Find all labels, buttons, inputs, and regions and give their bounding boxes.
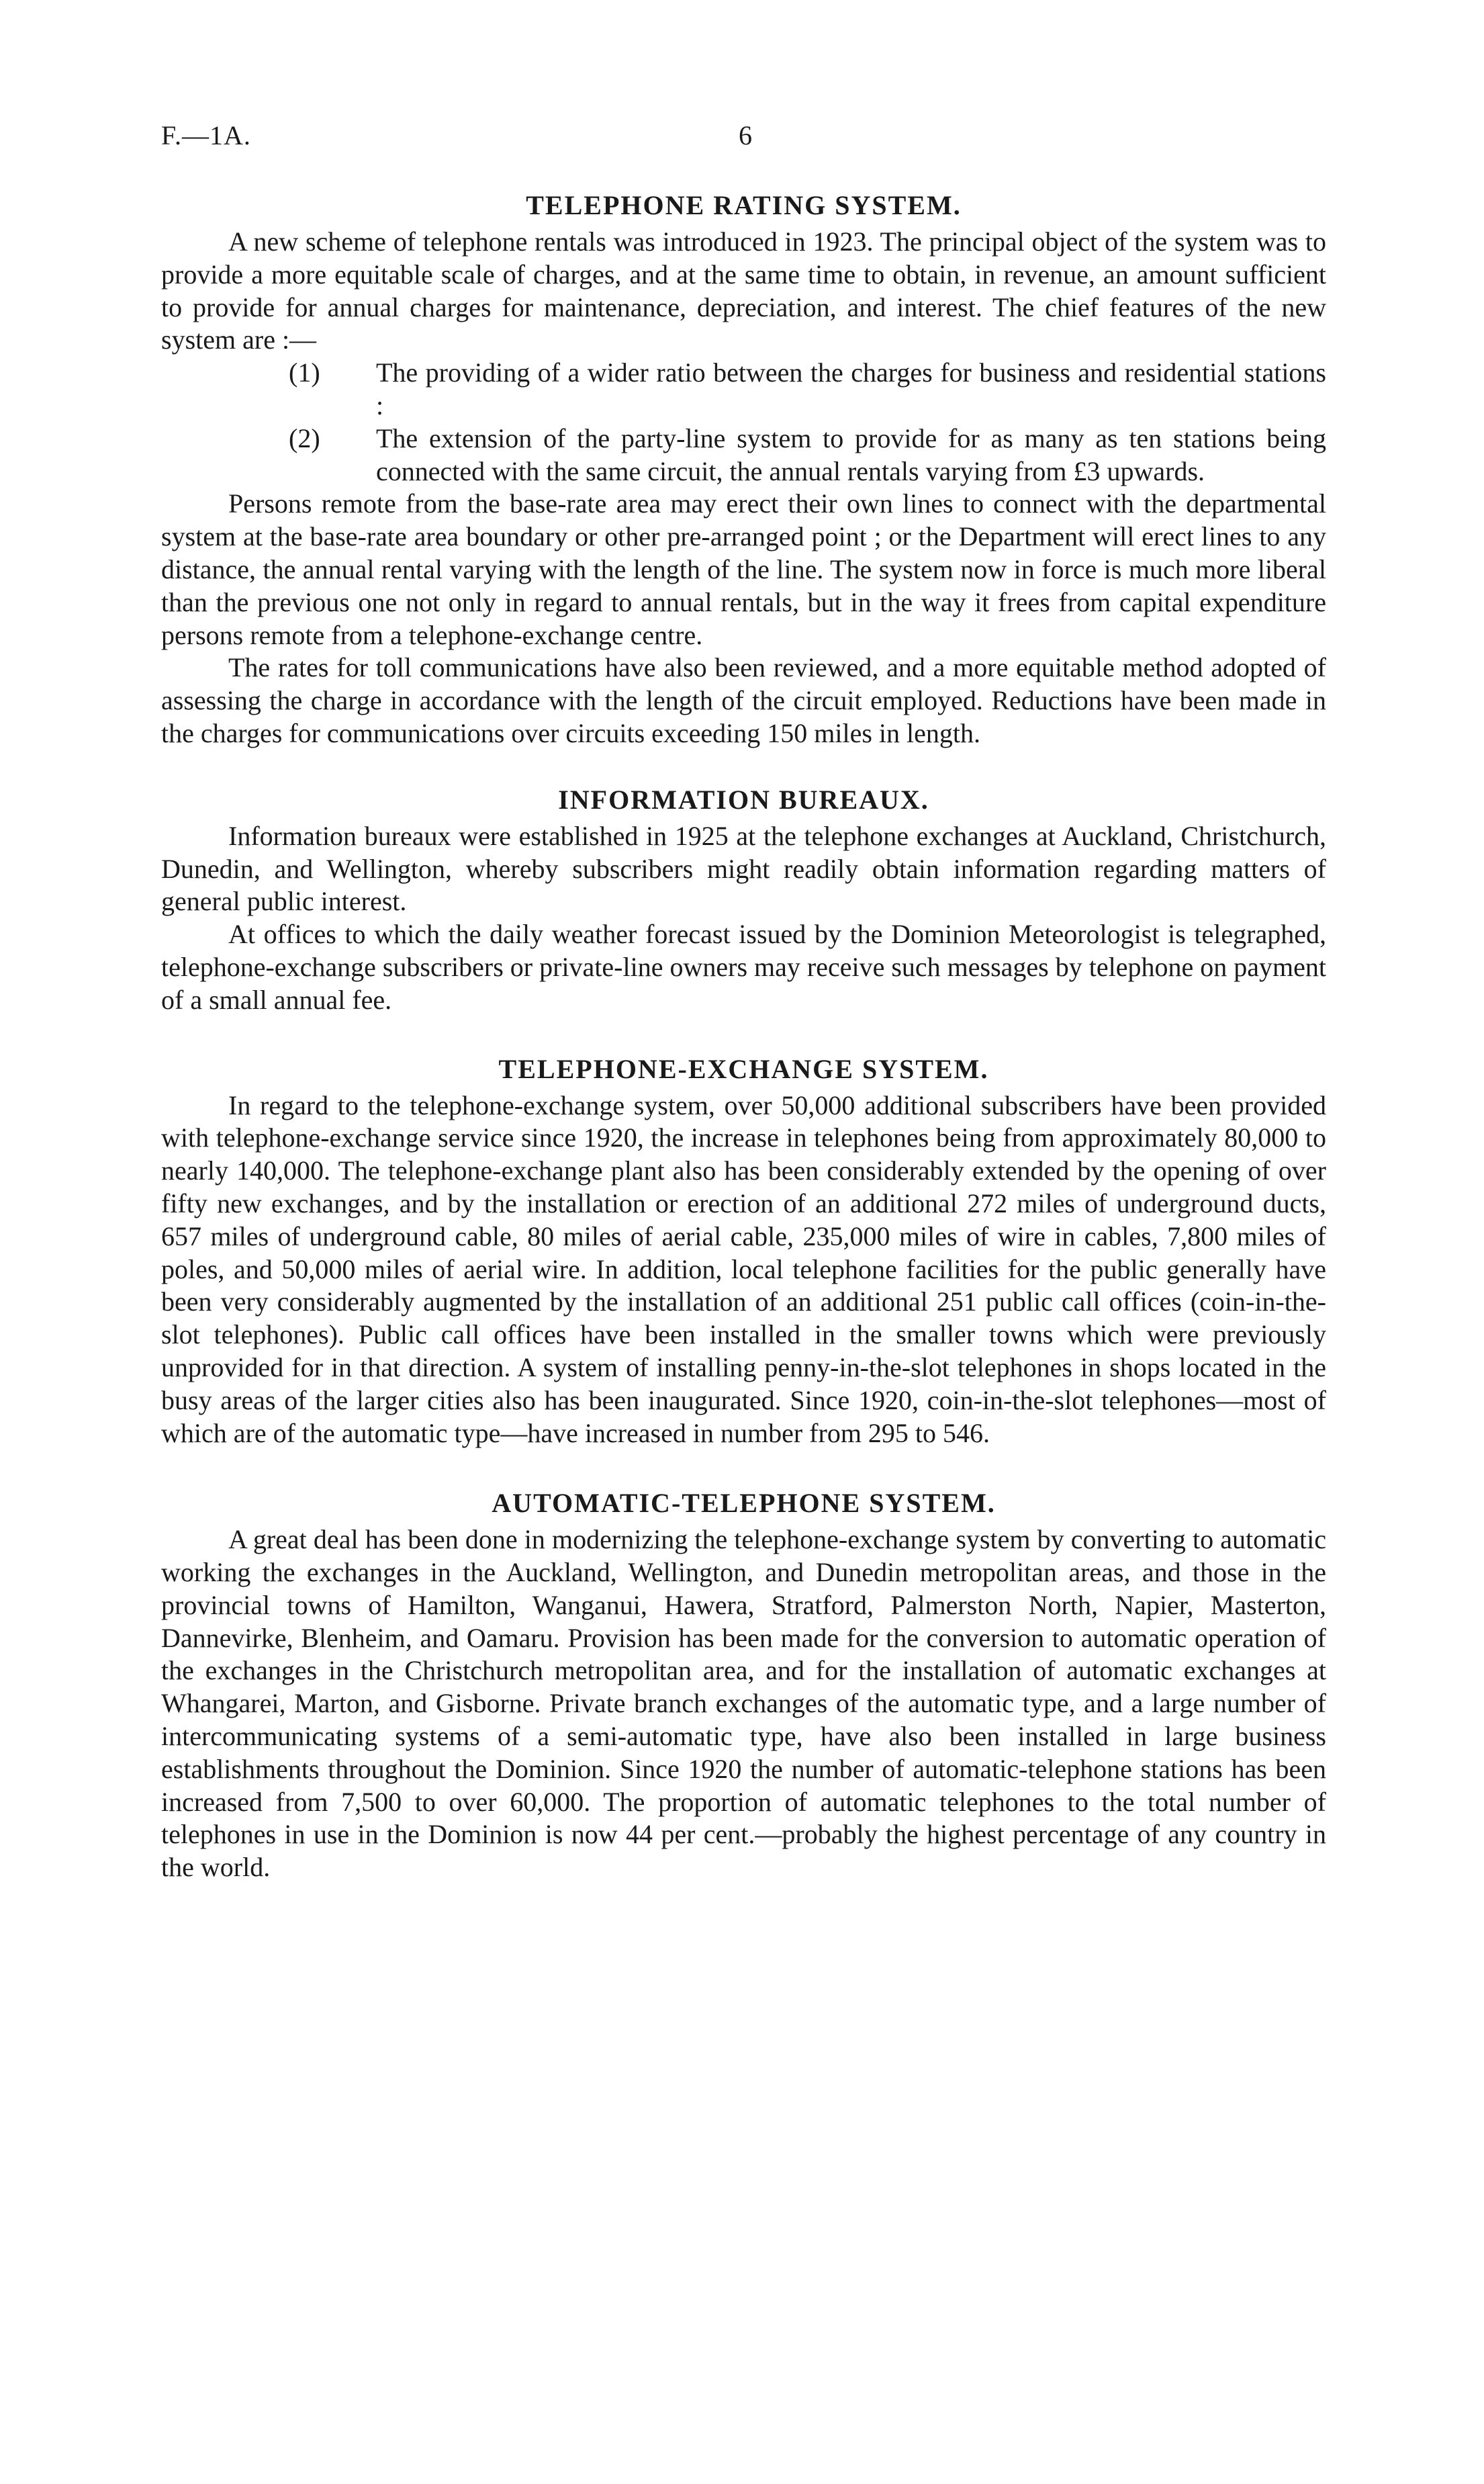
- section-automatic-telephone: [161, 1487, 1326, 1884]
- section-title-telephone-rating: TELEPHONE RATING SYSTEM.: [526, 190, 962, 220]
- paragraph-automatic-system: A great deal has been done in modernizing the telephone-exchange system by converting to automatic working the exchanges in the Auckland, Wellington, and Dunedin metropolitan areas, and those in the provincial towns of Hamilton, Wanganui, Hawera, Stratford, Palmerston North, Napier, Masterton, Dannevirke, Blenheim, and Oamaru. Provision has been made for the conversion to automatic operation of the exchanges in the Christchurch metropolitan area, and for the installation of automatic exchanges at Whangarei, Marton, and Gisborne. Private branch exchanges of the automatic type, and a large number of intercommunicating systems of a semi-automatic type, have also been installed in large business establishments throughout the Dominion. Since 1920 the number of automatic-telephone stations has been increased from 7,500 to over 60,000. The proportion of automatic telephones to the total number of telephones in use in the Dominion is now 44 per cent.—probably the highest percentage of any country in the world.: [161, 1524, 1326, 1883]
- list-item-number: (2): [289, 423, 320, 453]
- list-item-1: [289, 357, 1326, 423]
- page-number: 6: [739, 120, 752, 150]
- section-title-information-bureaux: INFORMATION BUREAUX.: [558, 784, 929, 815]
- document-reference: F.—1A.: [161, 120, 251, 150]
- paragraph-weather-forecast: At offices to which the daily weather forecast issued by the Dominion Meteorologist is telegraphed, telephone-exchange subscribers or private-line owners may receive such messages by telephone on payment of a small annual fee.: [161, 919, 1326, 1015]
- paragraph-exchange-system: In regard to the telephone-exchange system, over 50,000 additional subscribers have been provided with telephone-exchange service since 1920, the increase in telephones being from approximately 80,000 to nearly 140,000. The telephone-exchange plant also has been considerably extended by the opening of over fifty new exchanges, and by the installation or erection of an additional 272 miles of underground ducts, 657 miles of underground cable, 80 miles of aerial cable, 235,000 miles of wire in cables, 7,800 miles of poles, and 50,000 miles of aerial wire. In addition, local telephone facilities for the public generally have been very considerably augmented by the installation of an additional 251 public call offices (coin-in-the-slot telephones). Public call offices have been installed in the smaller towns which were previously unprovided for in that direction. A system of installing penny-in-the-slot telephones in shops located in the busy areas of the larger cities also has been inaugurated. Since 1920, coin-in-the-slot telephones—most of which are of the automatic type—have increased in number from 295 to 546.: [161, 1090, 1326, 1448]
- paragraph-bureaux-established: Information bureaux were established in 1925 at the telephone exchanges at Auckland, Christchurch, Dunedin, and Wellington, whereby subscribers might readily obtain information regarding matters of general public interest.: [161, 820, 1326, 917]
- list-item-2: [289, 423, 1326, 488]
- list-item-text: The providing of a wider ratio between the charges for business and residential stations :: [376, 357, 1326, 420]
- page-header: [161, 120, 1326, 160]
- paragraph-remote-persons: Persons remote from the base-rate area may erect their own lines to connect with the departmental system at the base-rate area boundary or other pre-arranged point ; or the Department will erect lines to any distance, the annual rental varying with the length of the line. The system now in force is much more liberal than the previous one not only in regard to annual rentals, but in the way it frees from capital expenditure persons remote from a telephone-exchange centre.: [161, 488, 1326, 650]
- paragraph-toll-rates: The rates for toll communications have also been reviewed, and a more equitable method adopted of assessing the charge in accordance with the length of the circuit employed. Reductions have been made in the charges for communications over circuits exceeding 150 miles in length.: [161, 652, 1326, 748]
- section-information-bureaux: [161, 784, 1326, 1017]
- section-title-telephone-exchange: TELEPHONE-EXCHANGE SYSTEM.: [498, 1053, 989, 1084]
- list-item-number: (1): [289, 357, 320, 388]
- section-telephone-rating: [161, 189, 1326, 750]
- section-telephone-exchange: [161, 1053, 1326, 1450]
- paragraph-rating-intro: A new scheme of telephone rentals was introduced in 1923. The principal object of the system was to provide a more equitable scale of charges, and at the same time to obtain, in revenue, an amount sufficient to provide for annual charges for maintenance, depreciation, and interest. The chief features of the new system are :—: [161, 226, 1326, 355]
- page-content: [161, 189, 1326, 1884]
- section-title-automatic-telephone: AUTOMATIC-TELEPHONE SYSTEM.: [492, 1488, 996, 1519]
- list-item-text: The extension of the party-line system to provide for as many as ten stations being connected with the same circuit, the annual rentals varying from £3 upwards.: [376, 423, 1326, 486]
